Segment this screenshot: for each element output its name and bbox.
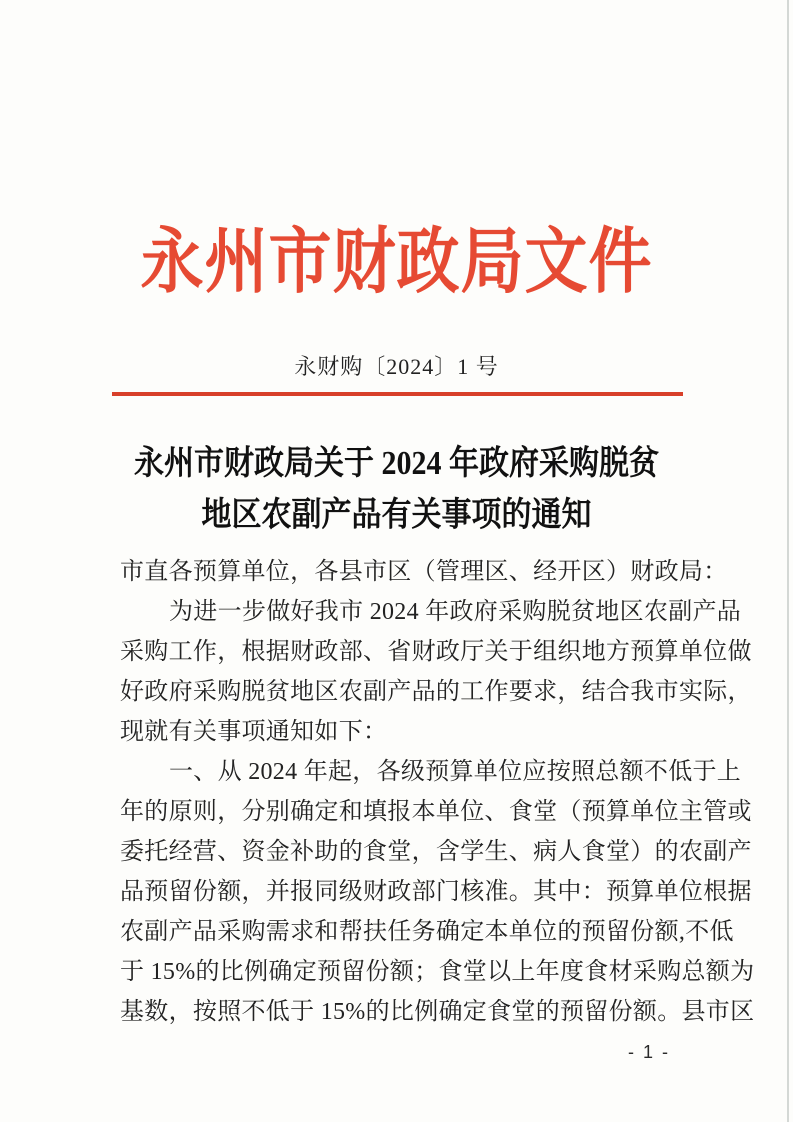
page-number: - 1 -: [628, 1042, 671, 1062]
body-line: 采购工作，根据财政部、省财政厅关于组织地方预算单位做: [120, 639, 752, 665]
body-line: 基数，按照不低于 15%的比例确定食堂的预留份额。县市区: [120, 999, 755, 1025]
body-line: 于 15%的比例确定预留份额；食堂以上年度食材采购总额为: [120, 959, 755, 985]
document-title-line2: 地区农副产品有关事项的通知: [201, 496, 592, 534]
document-header-title: 永州市财政局文件: [140, 222, 653, 303]
body-line: 委托经营、资金补助的食堂，含学生、病人食堂）的农副产: [120, 839, 752, 865]
body-line: 农副产品采购需求和帮扶任务确定本单位的预留份额,不低: [120, 919, 734, 945]
body-line: 市直各预算单位，各县市区（管理区、经开区）财政局：: [120, 559, 728, 585]
document-title-line1: 永州市财政局关于 2024 年政府采购脱贫: [134, 444, 659, 482]
body-line: 一、从 2024 年起，各级预算单位应按照总额不低于上: [169, 759, 742, 785]
body-line: 品预留份额，并报同级财政部门核准。其中：预算单位根据: [120, 879, 752, 905]
scan-edge-line: [787, 0, 789, 1122]
body-line: 现就有关事项通知如下：: [120, 719, 388, 745]
document-title: [0, 438, 793, 541]
red-divider-line: [112, 392, 683, 396]
document-body: [120, 552, 755, 1032]
body-line: 为进一步做好我市 2024 年政府采购脱贫地区农副产品: [169, 599, 742, 625]
body-line: 年的原则，分别确定和填报本单位、食堂（预算单位主管或: [120, 799, 752, 825]
document-number: 永财购〔2024〕1 号: [294, 354, 499, 379]
body-line: 好政府采购脱贫地区农副产品的工作要求，结合我市实际，: [120, 679, 752, 705]
